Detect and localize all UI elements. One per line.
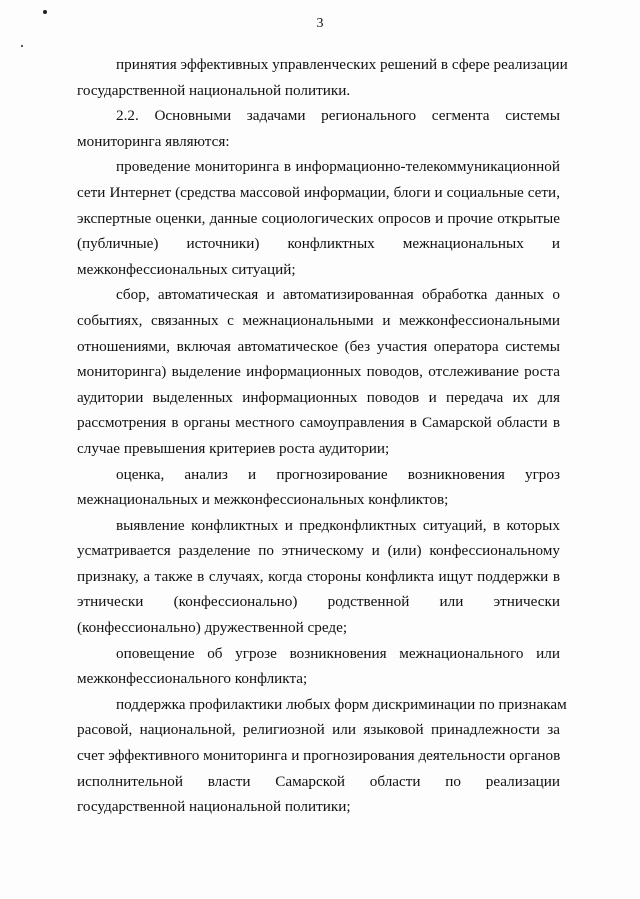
text-line: проведение мониторинга в информационно-телекоммуникационной bbox=[116, 158, 560, 176]
text-line: 2.2. Основными задачами регионального сегмента системы bbox=[116, 107, 560, 125]
text-line: выявление конфликтных и предконфликтных ситуаций, в которых bbox=[116, 516, 560, 534]
text-line: расовой, национальной, религиозной или языковой принадлежности за bbox=[77, 721, 560, 739]
text-line: оповещение об угрозе возникновения межнационального или bbox=[116, 644, 560, 662]
text-line: аудитории выделенных информационных поводов и передача их для bbox=[77, 388, 560, 406]
text-line: усматривается разделение по этническому и (или) конфессиональному bbox=[77, 542, 560, 560]
text-line: сети Интернет (средства массовой информации, блоги и социальные сети, bbox=[77, 183, 560, 201]
text-line: мониторинга являются: bbox=[77, 132, 230, 150]
text-line: межконфессионального конфликта; bbox=[77, 670, 308, 688]
text-line: сбор, автоматическая и автоматизированная обработка данных о bbox=[116, 286, 560, 304]
page-number: 3 bbox=[316, 16, 324, 31]
document-body bbox=[77, 52, 568, 820]
scan-artifact-dot bbox=[43, 10, 47, 14]
text-line: государственной национальной политики; bbox=[77, 798, 351, 816]
text-line: оценка, анализ и прогнозирование возникновения угроз bbox=[116, 465, 560, 483]
text-line: этнически (конфессионально) родственной или этнически bbox=[77, 593, 560, 611]
text-line: отношениями, включая автоматическое (без участия оператора системы bbox=[77, 337, 560, 355]
text-line: государственной национальной политики. bbox=[77, 81, 351, 99]
text-line: (публичные) источники) конфликтных межнациональных и bbox=[77, 235, 560, 253]
text-line: событиях, связанных с межнациональными и межконфессиональными bbox=[77, 311, 560, 329]
text-line: рассмотрения в органы местного самоуправления в Самарской области в bbox=[77, 414, 560, 432]
text-line: случае превышения критериев роста аудитории; bbox=[77, 439, 390, 457]
text-line: исполнительной власти Самарской области по реализации bbox=[77, 772, 560, 790]
text-line: экспертные оценки, данные социологических опросов и прочие открытые bbox=[77, 209, 560, 227]
text-line: межнациональных и межконфессиональных конфликтов; bbox=[77, 491, 449, 509]
text-line: межконфессиональных ситуаций; bbox=[77, 260, 296, 278]
text-line: счет эффективного мониторинга и прогнозирования деятельности органов bbox=[77, 747, 561, 765]
text-line: принятия эффективных управленческих решений в сфере реализации bbox=[116, 56, 568, 73]
text-line: поддержка профилактики любых форм дискриминации по признакам bbox=[116, 695, 567, 713]
text-line: мониторинга) выделение информационных поводов, отслеживание роста bbox=[77, 363, 560, 381]
text-line: (конфессионально) дружественной среде; bbox=[77, 619, 348, 637]
scan-artifact-dot bbox=[21, 45, 23, 47]
text-line: признаку, а также в случаях, когда стороны конфликта ищут поддержки в bbox=[77, 567, 560, 585]
